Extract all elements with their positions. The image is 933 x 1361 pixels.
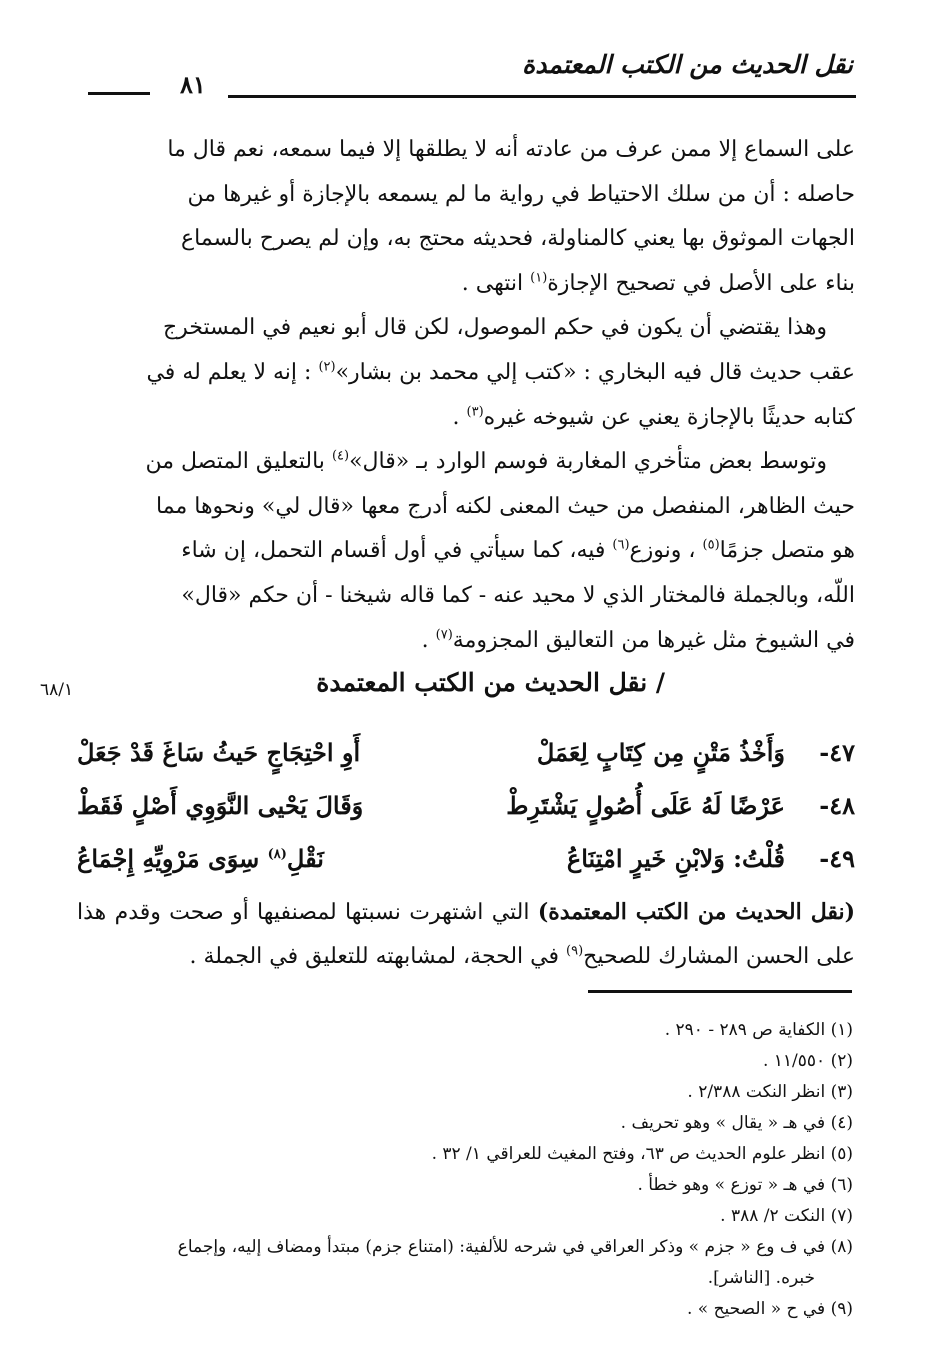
verse-second-hemistich: وَقَالَ يَحْيى النَّوَوِي أَصْلٍ فَقَطْ: [77, 791, 364, 820]
text-line: كتابه حديثًا بالإجازة يعني عن شيوخه غيره$^{(٣)}$ .: [452, 404, 855, 430]
footnote: (٧) النكت ٢/ ٣٨٨ .: [720, 1206, 853, 1226]
verse-number: ٤٧-: [819, 738, 855, 767]
text-line: وتوسط بعض متأخري المغاربة فوسم الوارد بـ «قال»$^{(٤)}$ بالتعليق المتصل من: [145, 448, 827, 475]
footnote: (٦) في هـ « توزع » وهو خطأ .: [637, 1175, 853, 1195]
footnote-ref: (٨): [267, 847, 287, 862]
margin-reference: ٦٨/١: [40, 680, 74, 700]
text-line: في الشيوخ مثل غيرها من التعاليق المجزومة$^{(٧)}$ .: [421, 627, 855, 653]
running-title: نقل الحديث من الكتب المعتمدة: [522, 50, 853, 79]
footnote-ref: (٥): [702, 538, 720, 554]
text-line: حيث الظاهر، المنفصل من حيث المعنى لكنه أدرج معها «قال لي» ونحوها مما: [156, 493, 855, 519]
section-heading: / نقل الحديث من الكتب المعتمدة: [316, 668, 665, 697]
text-line: عقب حديث قال فيه البخاري : «كتب إلي محمد بن بشار»$^{(٢)}$ : إنه لا يعلم له في: [146, 359, 855, 385]
verse-47: [77, 738, 855, 791]
verse-48: [77, 791, 855, 844]
footnote-ref: (٦): [612, 538, 630, 554]
verse-first-hemistich: قُلْتُ: وَلابْنِ خَيرٍ امْتِنَاعُ: [566, 844, 785, 873]
footnote: (٢) ١١/٥٥٠ .: [762, 1051, 853, 1071]
footnote-ref: (٤): [331, 448, 350, 464]
footnote-ref: (٩): [566, 943, 584, 959]
footnote: (١) الكفاية ص ٢٨٩ - ٢٩٠ .: [664, 1020, 853, 1040]
main-text: [77, 128, 855, 663]
verse-first-hemistich: وَأَخْذُ مَتْنٍ مِن كِتَابٍ لِعَمَلْ: [536, 738, 785, 767]
footnote-ref: (٣): [466, 404, 484, 420]
footnotes: [75, 1015, 853, 1325]
page-number: ٨١: [180, 70, 206, 99]
text-line: حاصله : أن من سلك الاحتياط في رواية ما لم يسمعه بالإجازة أو غيرها من: [187, 181, 855, 207]
verse-second-hemistich: نَقْلِ$^{(٨)}$ سِوَى مَرْوِيِّهِ إِجْمَاعُ: [77, 844, 324, 873]
commentary-lemma: (نقل الحديث من الكتب المعتمدة): [537, 899, 856, 925]
text-line: بناء على الأصل في تصحيح الإجازة$^{(١)}$ انتهى .: [461, 270, 855, 296]
footnote: (٤) في هـ « يقال » وهو تحريف .: [620, 1113, 853, 1133]
commentary: (نقل الحديث من الكتب المعتمدة) التي اشتهرت نسبتها لمصنفيها أو صحت وقدم هذا على الحسن المشارك للصحيح$^{(٩)}$ في الحجة، لمشابهته للتعليق في الجملة .: [77, 899, 856, 969]
text-line: اللّه، وبالجملة فالمختار الذي لا محيد عنه - كما قاله شيخنا - أن حكم «قال»: [181, 582, 855, 608]
text-line: الجهات الموثوق بها يعني كالمناولة، فحديثه محتج به، وإن لم يصرح بالسماع: [181, 226, 855, 252]
header-rule-short: [88, 92, 150, 95]
footnote-separator: [588, 990, 852, 993]
verse-number: ٤٩-: [819, 844, 855, 873]
verse-number: ٤٨-: [819, 791, 855, 820]
text-line: على السماع إلا ممن عرف من عادته أنه لا يطلقها إلا فيما سمعه، نعم قال ما: [167, 137, 855, 162]
footnote-ref: (٢): [318, 359, 336, 375]
footnote: (٣) انظر النكت ٢/٣٨٨ .: [687, 1082, 853, 1102]
verse-block: [77, 738, 855, 897]
footnote-continuation: خبره. [الناشر].: [707, 1268, 815, 1288]
header-rule: [228, 95, 856, 98]
footnote: (٥) انظر علوم الحديث ص ٦٣، وفتح المغيث للعراقي ١/ ٣٢ .: [431, 1144, 853, 1164]
text-line: وهذا يقتضي أن يكون في حكم الموصول، لكن قال أبو نعيم في المستخرج: [162, 315, 827, 341]
footnote-ref: (٧): [435, 627, 453, 643]
footnote: (٨) في ف وع « جزم » وذكر العراقي في شرحه للألفية: (امتناع جزم) مبتدأ ومضاف إليه، وإجماع: [177, 1237, 853, 1257]
text-line: هو متصل جزمًا$^{(٥)}$ ، ونوزع$^{(٦)}$ فيه، كما سيأتي في أول أقسام التحمل، إن شاء: [181, 538, 855, 564]
footnote-ref: (١): [530, 270, 548, 286]
verse-first-hemistich: عَرْضًا لَهُ عَلَى أُصُولٍ يَشْتَرِطْ: [506, 791, 785, 820]
footnote: (٩) في ح « الصحيح » .: [686, 1299, 853, 1319]
verse-second-hemistich: أَوِ احْتِجَاجٍ حَيثُ سَاغَ قَدْ جَعَلْ: [77, 738, 361, 767]
